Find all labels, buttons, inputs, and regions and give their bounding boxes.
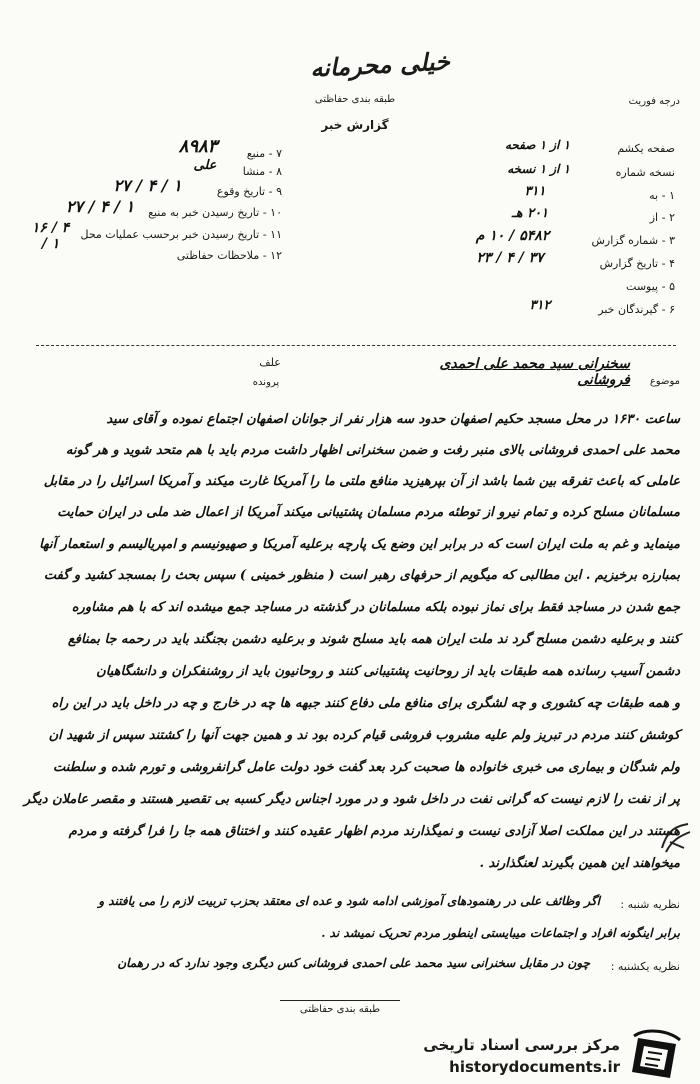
note-text: برابر اینگونه افراد و اجتماعات میبایستی اینطور مردم تحریک نمیشد ند . xyxy=(321,926,680,940)
field-value: ۲۷ / ۴ / ۱ xyxy=(65,197,135,216)
header-separator xyxy=(36,345,676,346)
body-line: جمع شدن در مساجد فقط برای نماز نبوده بلکه مسلمانان در گذشته در مساجد جمع میشده اند که با هم مشاوره xyxy=(71,600,680,615)
margin-scribble xyxy=(658,818,694,858)
body-line: ولم شدگان و بیماری می خبری خانواده ها صحبت کرد بعد گفت خود دولت عامل گرانفروشی و تورم شده و سلطنت xyxy=(52,760,680,775)
body-line: کنند و برعلیه دشمن مسلح گرد ند ملت ایران همه باید مسلح شوند و برعلیه دشمن بجنگند باید در رحمه جا بمنافع xyxy=(67,632,680,647)
note-label: نظریه یکشنبه : xyxy=(610,960,680,973)
field-label: ۱۰ - تاریخ رسیدن خبر به منبع xyxy=(148,206,282,219)
archive-logo-icon xyxy=(628,1026,686,1084)
field-label: صفحه یکشم xyxy=(617,142,675,155)
watermark-url: historydocuments.ir xyxy=(449,1058,620,1076)
field-value: ۲۰۱ هـ xyxy=(511,206,549,221)
field-label: ۹ - تاریخ وقوع xyxy=(216,185,282,198)
watermark-title: مرکز بررسی اسناد تاریخی xyxy=(423,1036,620,1054)
subject-label: موضوع xyxy=(649,376,680,387)
body-line: عاملی که باعث تفرقه بین شما باشد از آن بپرهیزید منافع ملتی ما را آمریکا غارت میکند و آمریکا اسرائیل را در مقابل xyxy=(43,474,680,489)
note-label: نظریه شنبه : xyxy=(620,898,680,911)
priority-label: درجه فوریت xyxy=(628,96,680,107)
field-label: ۱۱ - تاریخ رسیدن خبر برحسب عملیات محل xyxy=(80,228,282,241)
body-line: محمد علی احمدی فروشانی بالای منبر رفت و ضمن سخنرانی اظهار داشت مردم باید با هم متحد شوید و هر گونه xyxy=(65,443,680,458)
body-line: و همه طبقات چه کشوری و چه لشگری برای منافع ملی دفاع کنند جبهه ها چه در خارج و چه در داخل باید در این راه xyxy=(51,696,680,711)
subject-text: سخنرانی سید محمد علی احمدی فروشانی xyxy=(439,356,630,388)
margin-note-top: علف xyxy=(259,356,281,369)
field-label: ۲ - از xyxy=(649,211,675,224)
field-value: ۳۱۲ xyxy=(529,298,551,313)
field-label: ۴ - تاریخ گزارش xyxy=(599,257,675,270)
margin-note-bottom: پرونده xyxy=(252,377,280,388)
field-value: ۱۶ / ۴ / ۱ xyxy=(31,220,70,252)
field-label: ۳ - شماره گزارش xyxy=(591,234,675,247)
body-line: مسلمانان مسلح کرده و تمام نیرو از توطئه مردم مسلمان پشتیبانی میکند آمریکا از اعمال ضد ملی در ایران حمایت xyxy=(57,505,680,520)
footer-rule xyxy=(280,1000,400,1001)
field-value: ۲۷ / ۴ / ۱ xyxy=(113,176,182,195)
field-value: ۲۳ / ۴ / ۳۷ xyxy=(476,250,544,266)
classification-top: طبقه بندی حفاظتی xyxy=(314,94,396,105)
field-label: ۸ - منشا xyxy=(242,165,282,178)
field-label: ۱ - به xyxy=(649,189,675,202)
note-text: چون در مقابل سخنرانی سید محمد علی احمدی فروشانی کس دیگری وجود ندارد که در رهمان xyxy=(117,956,590,970)
field-label: ۷ - منبع xyxy=(246,147,282,160)
body-line: مینماید و غم به ملت ایران است که در برابر این وضع یک پارچه برعلیه آمریکا و صهیونیسم و امپریالیسم و استعمار آنها xyxy=(39,537,680,552)
body-line: کوشش کنند مردم در تبریز ولم علیه مشروب فروشی قیام کرده بود ند و همین جهت آنها را کشتند سپس از شهید ان xyxy=(48,728,680,743)
body-line: هستند در این مملکت اصلا آزادی نیست و نمیگذارند مردم اظهار عقیده کنند و اختناق همه جا را فرا گرفته و مردم xyxy=(68,824,680,839)
field-value: ۳۱۱ xyxy=(524,184,546,199)
field-label: نسخه شماره xyxy=(615,166,675,179)
field-value: ۸۹۸۳ xyxy=(178,136,218,157)
body-line: بمبارزه برخیزیم . این مطالبی که میگویم از حرفهای رهبر است ( منظور خمینی ) سپس بحث را بمسجد کشید و گفت xyxy=(43,568,680,583)
field-value: علی xyxy=(193,158,217,173)
title-stamp: خیلی محرمانه xyxy=(309,46,451,83)
field-label: ۵ - پیوست xyxy=(626,280,675,293)
body-line: میخواهند این همین بگیرند لعنگذارند . xyxy=(479,856,680,871)
report-type: گزارش خبر xyxy=(321,118,389,132)
field-value: ۱ از ۱ صفحه xyxy=(504,138,570,152)
field-value: ۵۴۸۲ / ۱۰ م xyxy=(475,228,550,244)
field-label: ۱۲ - ملاحظات حفاظتی xyxy=(176,249,282,262)
field-value: ۱ از ۱ نسخه xyxy=(507,162,570,176)
note-text: اگر وظائف علی در رهنمودهای آموزشی ادامه شود و عده ای معتقد بحزب تربیت لازم را می یافتند و xyxy=(98,894,600,908)
body-line: دشمن آسیب رسانده همه طبقات باید از روحانیت پشتیبانی کنند و روحانیون باید از روشنفکران و دانشگاهیان xyxy=(96,664,680,679)
classification-bottom: طبقه بندی حفاظتی xyxy=(299,1004,381,1015)
body-line: پر از نفت را لازم نیست که گرانی نفت در داخل شود و در مورد اجناس دیگر کسبه بی تقصیر هستند و مقصر عاملان دیگر xyxy=(23,792,680,807)
field-label: ۶ - گیرندگان خبر xyxy=(598,303,675,316)
body-line: ساعت ۱۶۳۰ در محل مسجد حکیم اصفهان حدود سه هزار نفر از جوانان اصفهان اجتماع نموده و آقای سید xyxy=(106,412,680,427)
